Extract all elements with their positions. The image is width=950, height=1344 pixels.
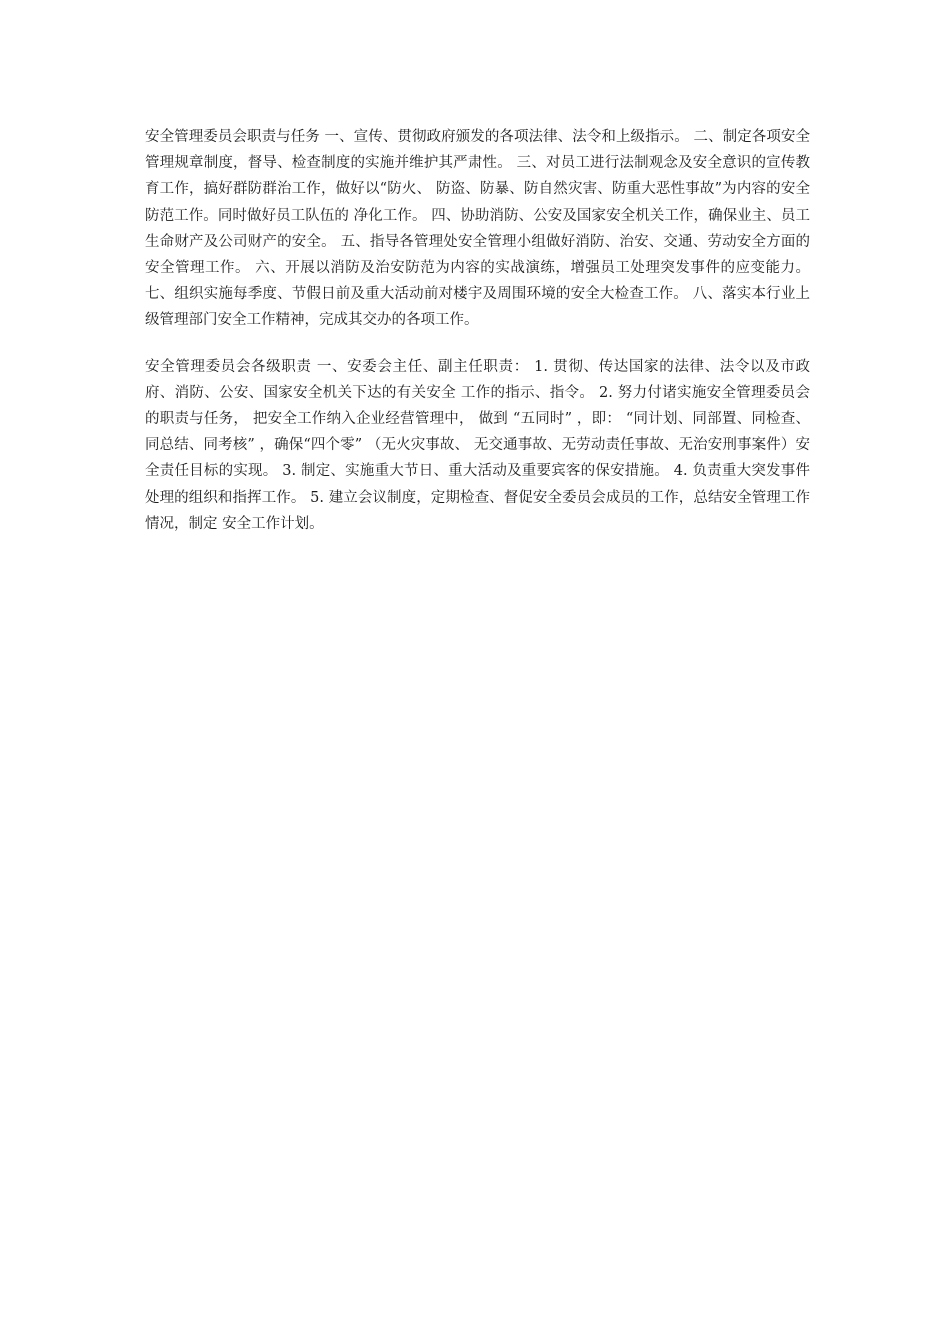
document-body bbox=[145, 124, 810, 537]
paragraph-level-responsibilities: 安全管理委员会各级职责 一、安委会主任、副主任职责： 1. 贯彻、传达国家的法律、法令以及市政府、消防、公安、国家安全机关下达的有关安全 工作的指示、指令。 2. 努力付诸实施安全管理委员会的职责与任务， 把安全工作纳入企业经营管理中， 做到 “五同时” ，即： “同计划、同部置、同检查、同总结、同考核” ，确保“四个零” （无火灾事故、 无交通事故、无劳动责任事故、无治安刑事案件）安全责任目标的实现。 3. 制定、实施重大节日、重大活动及重要宾客的保安措施。 4. 负责重大突发事件处理的组织和指挥工作。 5. 建立会议制度，定期检查、督促安全委员会成员的工作，总结安全管理工作情况，制定 安全工作计划。 bbox=[145, 358, 810, 532]
paragraph-committee-duties: 安全管理委员会职责与任务 一、宣传、贯彻政府颁发的各项法律、法令和上级指示。 二、制定各项安全管理规章制度，督导、检查制度的实施并维护其严肃性。 三、对员工进行法制观念及安全意识的宣传教育工作，搞好群防群治工作，做好以“防火、 防盗、防暴、防自然灾害、防重大恶性事故”为内容的安全防范工作。同时做好员工队伍的 净化工作。 四、协助消防、公安及国家安全机关工作，确保业主、员工生命财产及公司财产的安全。 五、指导各管理处安全管理小组做好消防、治安、交通、劳动安全方面的安全管理工作。 六、开展以消防及治安防范为内容的实战演练，增强员工处理突发事件的应变能力。 七、组织实施每季度、节假日前及重大活动前对楼宇及周围环境的安全大检查工作。 八、落实本行业上级管理部门安全工作精神，完成其交办的各项工作。 bbox=[145, 129, 810, 329]
